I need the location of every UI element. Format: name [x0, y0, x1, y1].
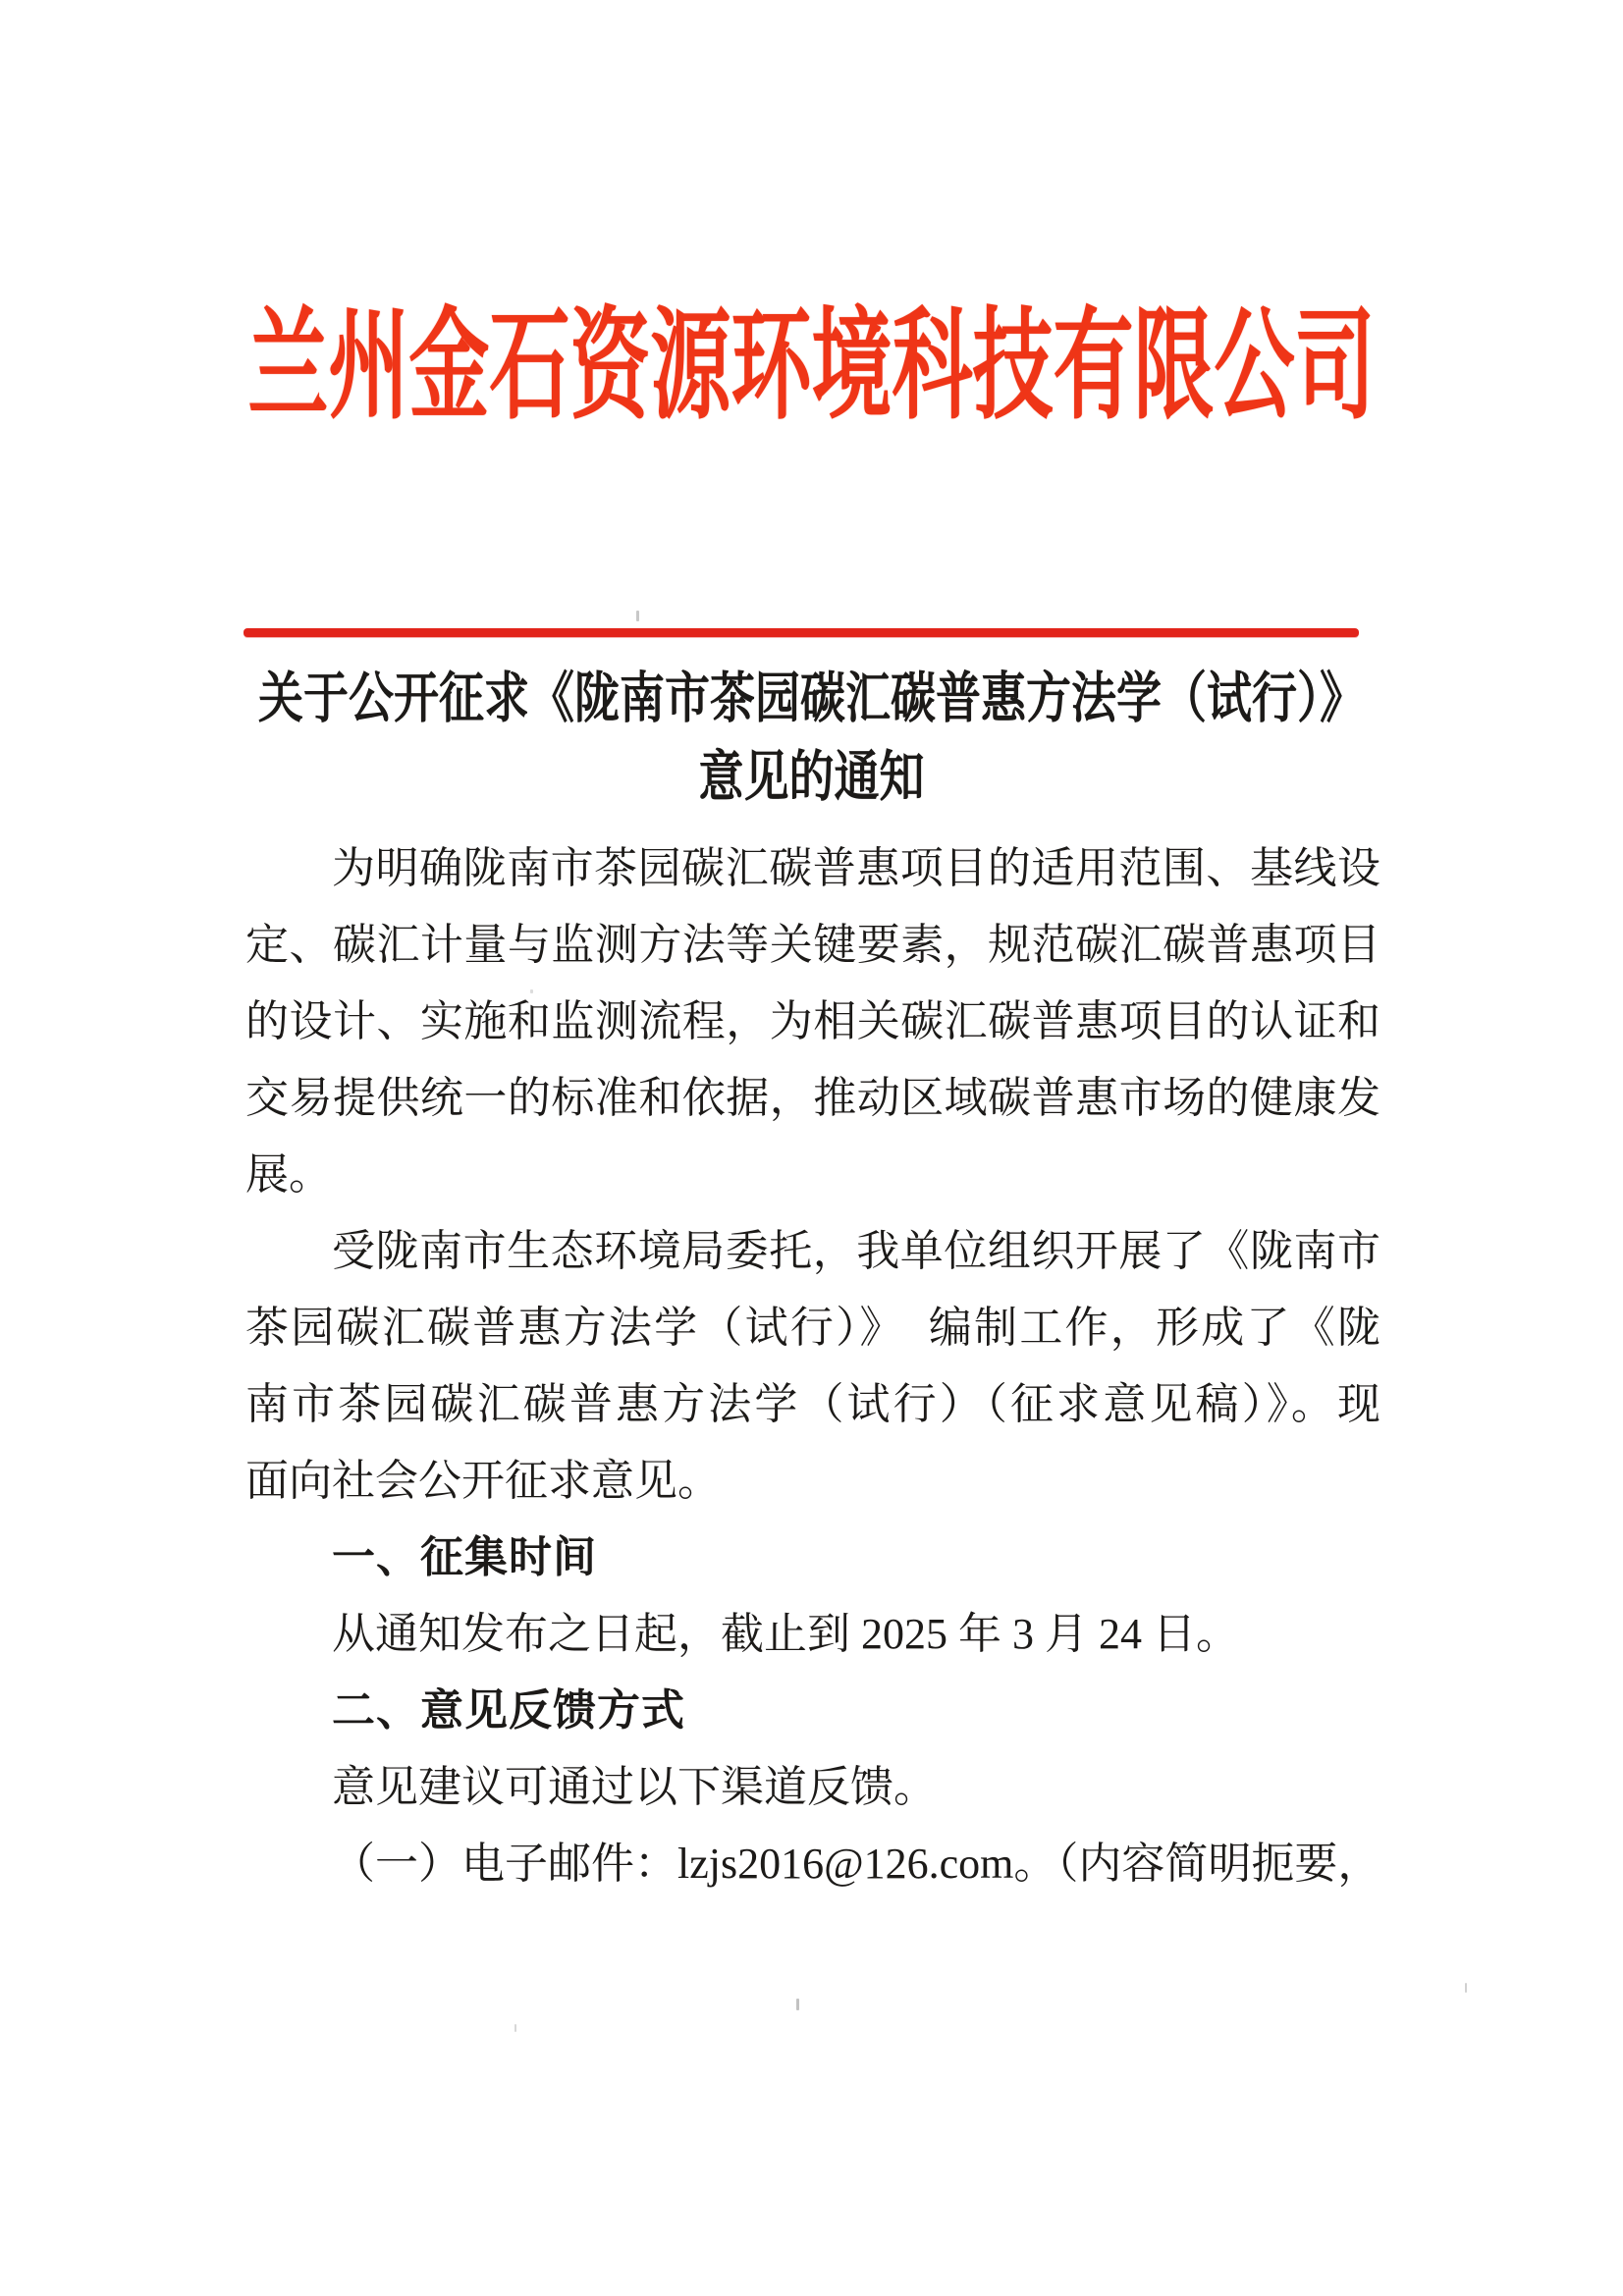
letterhead-divider-line — [243, 628, 1359, 637]
title-line-2: 意见的通知 — [698, 746, 925, 808]
title-line-1: 关于公开征求《陇南市茶园碳汇碳普惠方法学（试行）》 — [258, 667, 1365, 729]
section-heading-1: 一、征集时间 — [332, 1533, 597, 1581]
scan-speckle — [796, 1999, 799, 2010]
body-line: 受陇南市生态环境局委托，我单位组织开展了《陇南市 — [332, 1227, 1380, 1275]
scan-speckle — [514, 2024, 516, 2032]
body-line: 面向社会公开征求意见。 — [245, 1457, 721, 1505]
body-line: 的设计、实施和监测流程，为相关碳汇碳普惠项目的认证和 — [245, 997, 1380, 1045]
body-line: 定、碳汇计量与监测方法等关键要素，规范碳汇碳普惠项目 — [245, 921, 1380, 969]
body-line: 茶园碳汇碳普惠方法学（试行）》 编制工作，形成了《陇 — [245, 1304, 1380, 1352]
body-line: 为明确陇南市茶园碳汇碳普惠项目的适用范围、基线设 — [332, 844, 1380, 892]
body-line: 从通知发布之日起，截止到 2025 年 3 月 24 日。 — [332, 1610, 1239, 1658]
document-title — [0, 660, 1623, 817]
section-heading-2: 二、意见反馈方式 — [332, 1686, 685, 1735]
body-line: 交易提供统一的标准和依据，推动区域碳普惠市场的健康发 — [245, 1074, 1380, 1122]
body-line: 南市茶园碳汇碳普惠方法学（试行）（征求意见稿）》。现 — [245, 1380, 1380, 1428]
document-body — [245, 830, 1380, 1902]
scan-speckle — [636, 611, 639, 621]
letterhead — [0, 293, 1623, 433]
body-line: 意见建议可通过以下渠道反馈。 — [332, 1763, 937, 1811]
body-line: 展。 — [245, 1150, 332, 1199]
body-line email-line: （一）电子邮件：lzjs2016@126.com。（内容简明扼要， — [332, 1840, 1381, 1888]
scan-speckle — [530, 989, 533, 993]
scan-speckle — [1465, 1983, 1467, 1993]
company-name: 兰州金石资源环境科技有限公司 — [247, 298, 1376, 433]
